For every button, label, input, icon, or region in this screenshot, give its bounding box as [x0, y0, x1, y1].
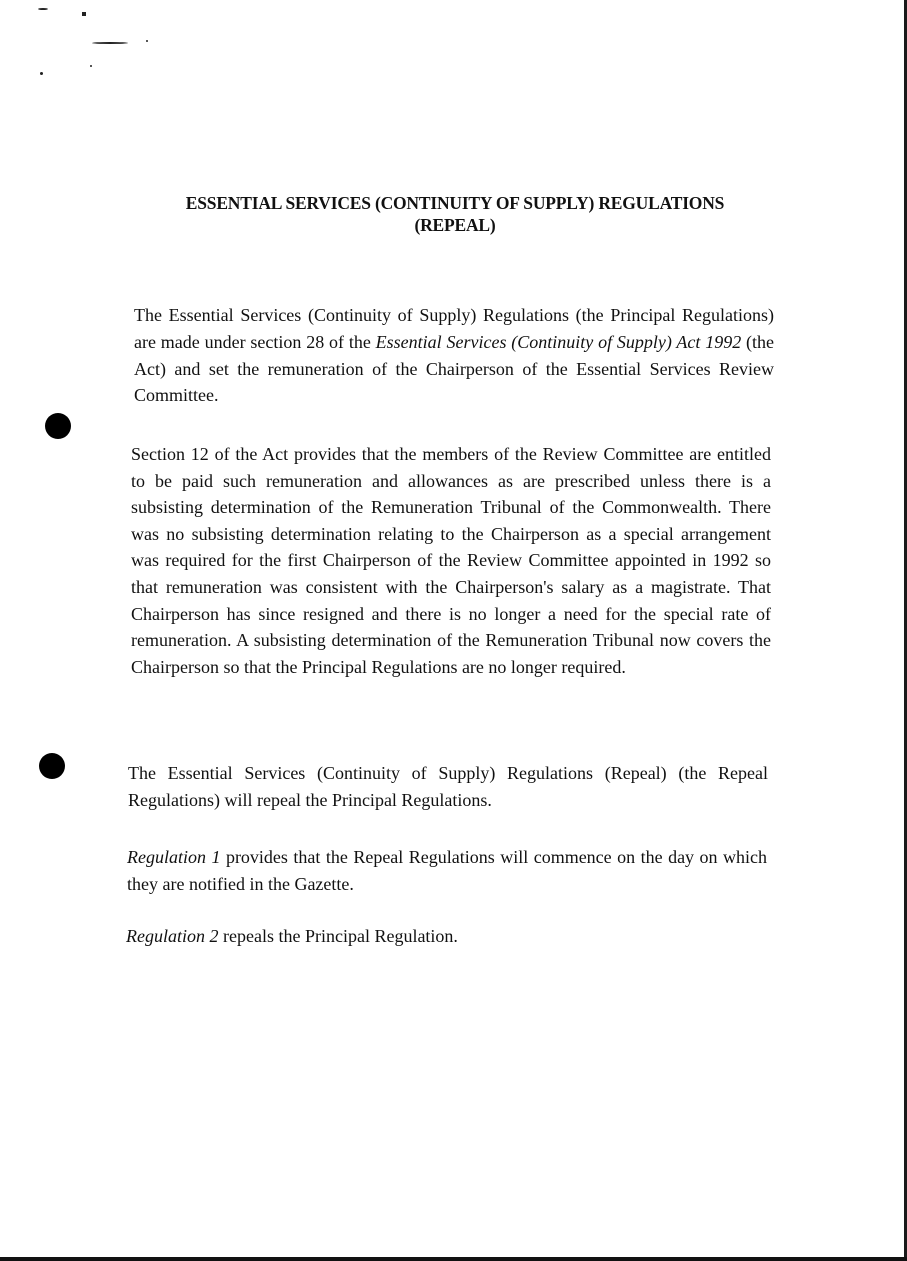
paragraph-repeal-regulations: The Essential Services (Continuity of Supply) Regulations (Repeal) (the Repeal Regulations) will repeal the Principal Regulations. [128, 763, 768, 810]
act-title: Essential Services (Continuity of Supply) Act 1992 [375, 331, 742, 352]
scan-speck [146, 40, 148, 42]
regulation-2-label: Regulation 2 [126, 926, 219, 946]
scan-edge-bottom [0, 1257, 907, 1261]
scan-speck [92, 42, 128, 44]
punch-hole-upper [45, 413, 71, 439]
title-line-1: ESSENTIAL SERVICES (CONTINUITY OF SUPPLY) REGULATIONS [185, 193, 725, 213]
punch-hole-lower [39, 753, 65, 779]
scan-speck [38, 8, 48, 10]
document-title [110, 192, 800, 236]
regulation-1-label: Regulation 1 [127, 847, 221, 867]
scan-speck [90, 65, 92, 67]
regulation-1-text: provides that the Repeal Regulations will commence on the day on which they are notified in the Gazette. [127, 847, 767, 894]
p1-text-b: (the Act) and set the remuneration of the Chairperson of the Essential Services Review Committee. [134, 331, 775, 406]
title-line-2: (REPEAL) [414, 215, 496, 235]
p1-text-a: The Essential Services (Continuity of Supply) Regulations (the Principal Regulations) are made under section 28 of the [134, 305, 774, 352]
scan-speck [40, 72, 43, 75]
scan-speck [82, 12, 86, 16]
regulation-2-text: repeals the Principal Regulation. [218, 926, 458, 946]
paragraph-regulation-2 [126, 923, 766, 950]
paragraph-principal-regulations [134, 302, 774, 409]
paragraph-regulation-1 [127, 844, 767, 898]
paragraph-section-12: Section 12 of the Act provides that the members of the Review Committee are entitled to be paid such remuneration and allowances as are prescribed unless there is a subsisting determination of the Remuneration Tribunal of the Commonwealth. There was no subsisting determination relating to the Chairperson as a special arrangement was required for the first Chairperson of the Review Committee appointed in 1992 so that remuneration was consistent with the Chairperson's salary as a magistrate. That Chairperson has since resigned and there is no longer a need for the special rate of remuneration. A subsisting determination of the Remuneration Tribunal now covers the Chairperson so that the Principal Regulations are no longer required. [131, 444, 771, 677]
